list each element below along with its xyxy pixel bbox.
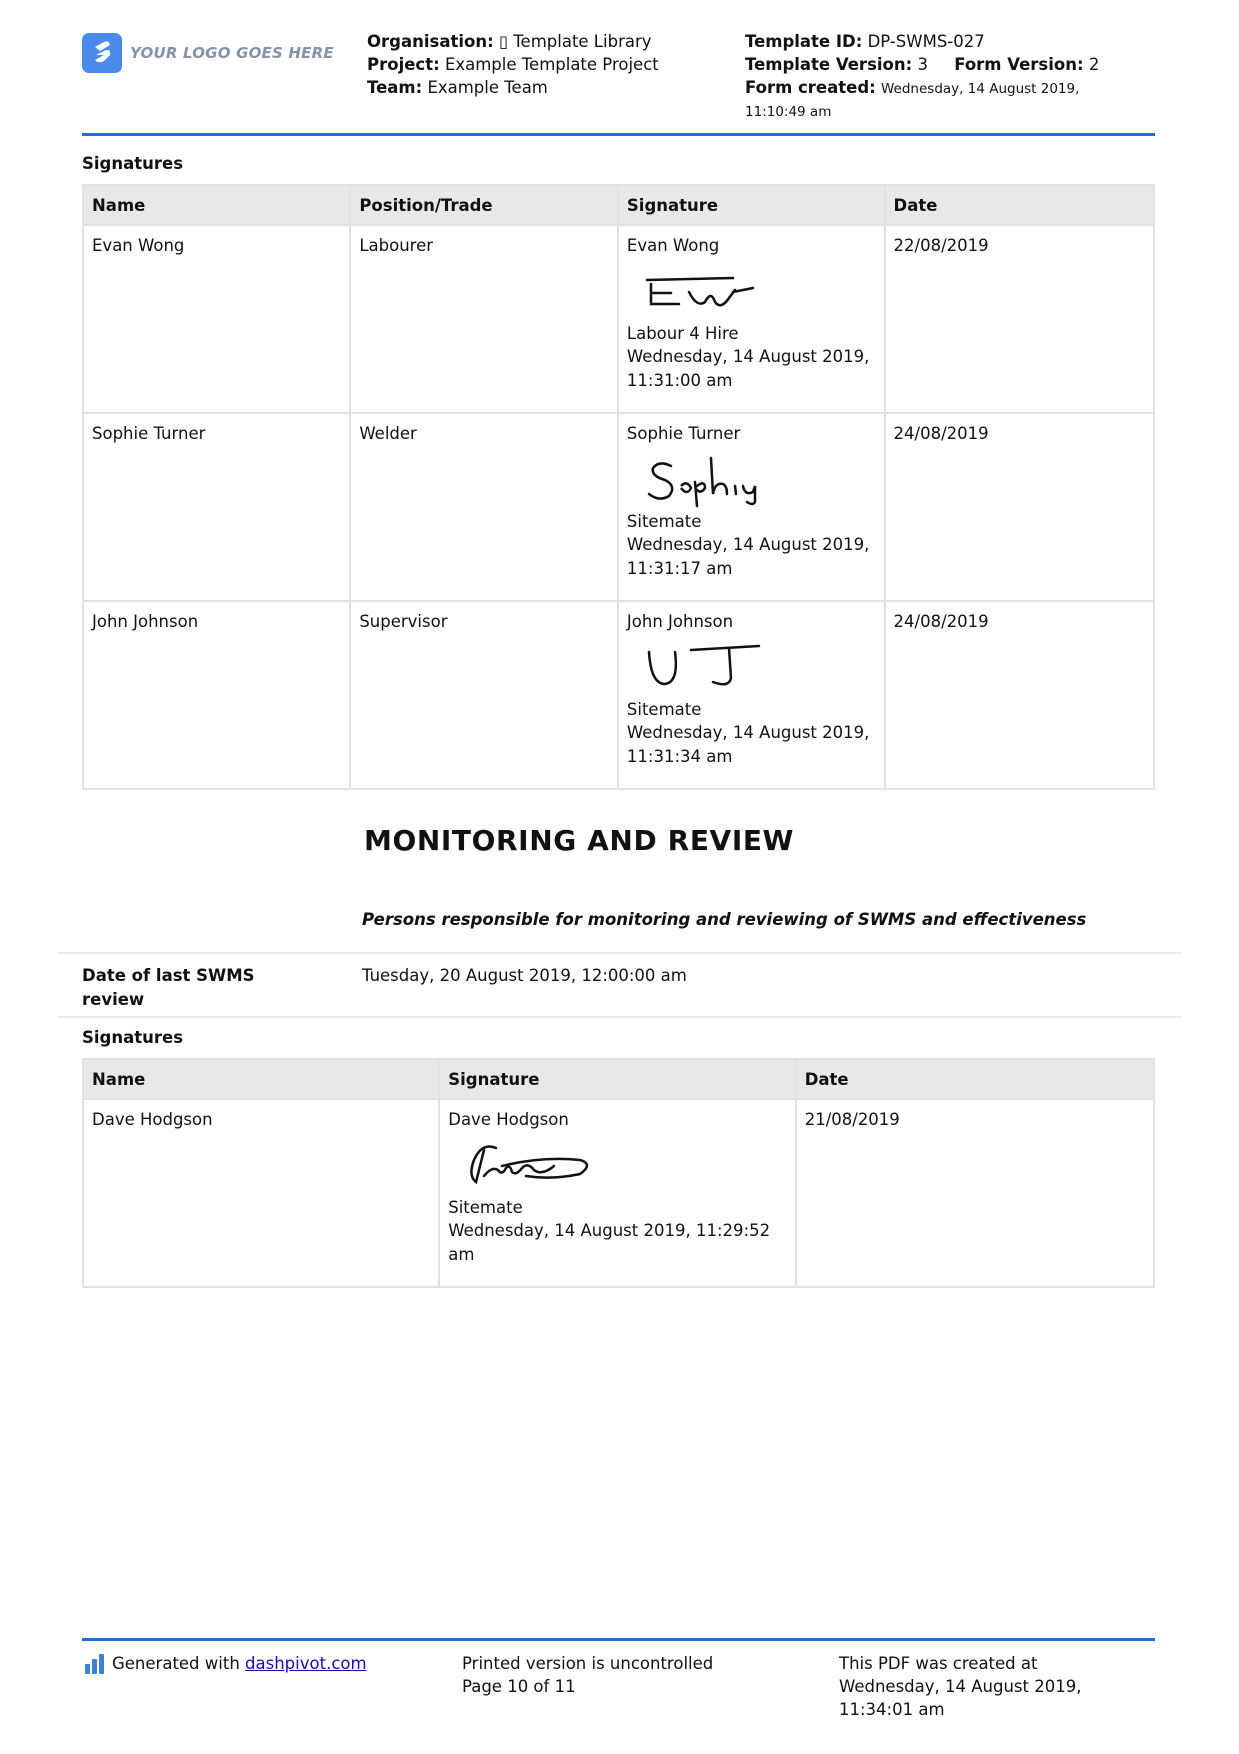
footer-divider (82, 1638, 1155, 1641)
signature-time: am (448, 1244, 475, 1264)
page-number: Page 10 of 11 (462, 1677, 576, 1696)
signer-name: Evan Wong (83, 225, 350, 413)
signature-timestamp: Wednesday, 14 August 2019, 11:29:52 (448, 1221, 771, 1240)
signature-image (641, 450, 771, 508)
signature-date: 24/08/2019 (885, 601, 1154, 789)
header-divider (82, 133, 1155, 136)
logo-icon (82, 33, 122, 73)
signer-name: John Johnson (83, 601, 350, 789)
signature-date: 24/08/2019 (885, 413, 1154, 601)
signature-signer-name: Dave Hodgson (448, 1110, 569, 1129)
divider (58, 952, 1181, 954)
table-row (83, 1099, 1154, 1287)
form-created-time: 11:10:49 am (745, 104, 832, 120)
uncontrolled-notice: Printed version is uncontrolled (462, 1654, 714, 1673)
template-id-value: DP-SWMS-027 (867, 32, 985, 51)
dashpivot-link[interactable]: dashpivot.com (245, 1654, 367, 1673)
signature-date: 21/08/2019 (796, 1099, 1154, 1287)
signer-position: Labourer (350, 225, 618, 413)
signature-cell (439, 1099, 795, 1287)
signature-timestamp: Wednesday, 14 August 2019, (626, 723, 870, 742)
signature-company: Labour 4 Hire (626, 323, 739, 343)
form-created-value: Wednesday, 14 August 2019, (881, 81, 1080, 97)
pdf-created-label: This PDF was created at (839, 1654, 1038, 1673)
last-review-label: Date of last SWMS review (82, 966, 255, 1009)
column-header-name: Name (83, 1059, 439, 1099)
last-review-value: Tuesday, 20 August 2019, 12:00:00 am (362, 966, 687, 985)
table-row (83, 413, 1154, 601)
dashpivot-logo-icon (85, 1654, 104, 1674)
project-value: Example Template Project (444, 55, 659, 74)
signatures-table (82, 184, 1155, 790)
table-header-row (83, 1059, 1154, 1099)
signatures-label: Signatures (82, 1028, 184, 1047)
signature-signer-name: Sophie Turner (626, 424, 741, 443)
logo-text: YOUR LOGO GOES HERE (130, 44, 334, 62)
table-row (83, 225, 1154, 413)
page-header (82, 30, 1155, 134)
header-project-info (367, 30, 659, 99)
signature-signer-name: John Johnson (626, 612, 734, 631)
form-version-value: 2 (1088, 55, 1100, 74)
column-header-date: Date (885, 185, 1154, 225)
signature-company: Sitemate (448, 1197, 523, 1217)
table-header-row (83, 185, 1154, 225)
signature-image (641, 638, 771, 696)
column-header-name: Name (83, 185, 350, 225)
signature-company: Sitemate (626, 511, 702, 531)
signature-time: 11:31:34 am (626, 746, 733, 766)
project-label: Project: (367, 55, 440, 74)
form-created-label: Form created: (745, 78, 876, 97)
column-header-signature: Signature (618, 185, 885, 225)
signature-image (641, 262, 771, 320)
template-id-label: Template ID: (745, 32, 863, 51)
signature-image (462, 1136, 602, 1194)
footer-page-info (462, 1652, 713, 1698)
table-row (83, 601, 1154, 789)
team-value: Example Team (427, 78, 548, 97)
signature-company: Sitemate (626, 699, 702, 719)
signature-cell (618, 413, 885, 601)
signature-timestamp: Wednesday, 14 August 2019, (626, 535, 870, 554)
column-header-position: Position/Trade (350, 185, 618, 225)
signature-cell (618, 601, 885, 789)
review-signatures-table (82, 1058, 1155, 1288)
signer-name: Dave Hodgson (83, 1099, 439, 1287)
signer-position: Supervisor (350, 601, 618, 789)
form-version-label: Form Version: (954, 55, 1084, 74)
pdf-created-date: Wednesday, 14 August 2019, (839, 1677, 1082, 1696)
footer-generated (85, 1652, 367, 1675)
signature-time: 11:31:17 am (626, 558, 733, 578)
section-title: MONITORING AND REVIEW (364, 824, 795, 857)
signature-timestamp: Wednesday, 14 August 2019, (626, 347, 870, 366)
section-subtitle: Persons responsible for monitoring and reviewing of SWMS and effectiveness (362, 910, 1087, 929)
generated-text: Generated with (112, 1654, 240, 1673)
team-label: Team: (367, 78, 423, 97)
signer-name: Sophie Turner (83, 413, 350, 601)
footer-created (839, 1652, 1081, 1721)
column-header-signature: Signature (439, 1059, 795, 1099)
header-template-info (745, 30, 1099, 124)
template-version-value: 3 (917, 55, 928, 74)
organisation-value: ▯ Template Library (498, 32, 652, 51)
signature-cell (618, 225, 885, 413)
signature-signer-name: Evan Wong (626, 236, 720, 255)
signature-time: 11:31:00 am (626, 370, 733, 390)
organisation-label: Organisation: (367, 32, 494, 51)
template-version-label: Template Version: (745, 55, 913, 74)
column-header-date: Date (796, 1059, 1154, 1099)
company-logo (82, 33, 334, 73)
signer-position: Welder (350, 413, 618, 601)
pdf-created-time: 11:34:01 am (839, 1700, 945, 1719)
divider (58, 1016, 1181, 1018)
signature-date: 22/08/2019 (885, 225, 1154, 413)
signatures-label: Signatures (82, 154, 184, 173)
